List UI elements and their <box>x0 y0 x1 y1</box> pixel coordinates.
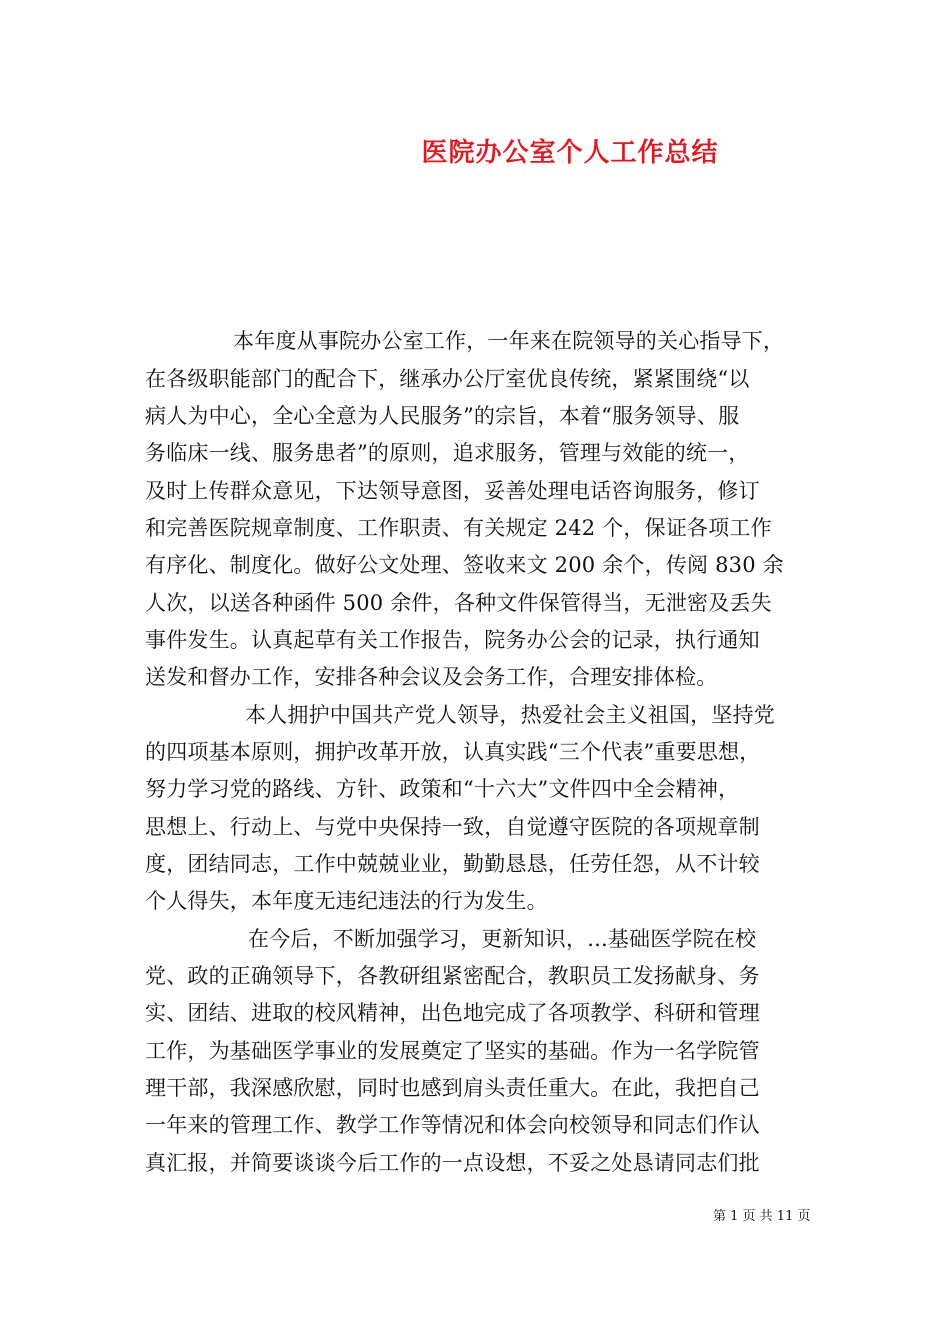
paragraph-3-line-4: 工作，为基础医学事业的发展奠定了坚实的基础。作为一名学院管 <box>145 1039 760 1063</box>
paragraph-3-line-3: 实、团结、进取的校风精神，出色地完成了各项教学、科研和管理 <box>145 1001 760 1025</box>
paragraph-1-line-9: 事件发生。认真起草有关工作报告，院务办公会的记录，执行通知 <box>145 628 760 652</box>
page-number-footer: 第 1 页 共 11 页 <box>713 1209 811 1224</box>
paragraph-1-line-7: 有序化、制度化。做好公文处理、签收来文 200 余个，传阅 830 余 <box>145 553 784 577</box>
paragraph-2-line-6: 个人得失，本年度无违纪违法的行为发生。 <box>145 889 548 913</box>
paragraph-1-line-1: 本年度从事院办公室工作，一年来在院领导的关心指导下， <box>233 329 785 353</box>
paragraph-3-line-5: 理干部，我深感欣慰，同时也感到肩头责任重大。在此，我把自己 <box>145 1076 760 1100</box>
paragraph-3-line-2: 党、政的正确领导下，各教研组紧密配合，教职员工发扬献身、务 <box>145 964 760 988</box>
paragraph-2-line-4: 思想上、行动上、与党中央保持一致，自觉遵守医院的各项规章制 <box>145 815 760 839</box>
paragraph-3-line-7: 真汇报，并简要谈谈今后工作的一点设想，不妥之处恳请同志们批 <box>145 1151 760 1175</box>
paragraph-1-line-5: 及时上传群众意见，下达领导意图，妥善处理电话咨询服务，修订 <box>145 479 760 503</box>
paragraph-2-line-1: 本人拥护中国共产党人领导，热爱社会主义祖国，坚持党 <box>245 703 775 727</box>
paragraph-1-line-4: 务临床一线、服务患者”的原则，追求服务，管理与效能的统一， <box>145 441 750 465</box>
paragraph-2-line-3: 努力学习党的路线、方针、政策和“十六大”文件四中全会精神， <box>145 777 740 801</box>
paragraph-1-line-10: 送发和督办工作，安排各种会议及会务工作，合理安排体检。 <box>145 665 718 689</box>
paragraph-2-line-5: 度，团结同志，工作中兢兢业业，勤勤恳恳，任劳任怨，从不计较 <box>145 852 760 876</box>
paragraph-1-line-3: 病人为中心，全心全意为人民服务”的宗旨，本着“服务领导、服 <box>145 404 740 428</box>
paragraph-2-line-2: 的四项基本原则，拥护改革开放，认真实践“三个代表”重要思想， <box>145 740 761 764</box>
paragraph-3-line-6: 一年来的管理工作、教学工作等情况和体会向校领导和同志们作认 <box>145 1113 760 1137</box>
paragraph-1-line-2: 在各级职能部门的配合下，继承办公厅室优良传统，紧紧围绕“以 <box>145 367 750 391</box>
paragraph-1-line-6: 和完善医院规章制度、工作职责、有关规定 242 个，保证各项工作 <box>145 516 772 540</box>
paragraph-1-line-8: 人次，以送各种函件 500 余件，各种文件保管得当，无泄密及丢失 <box>145 591 772 615</box>
document-title: 医院办公室个人工作总结 <box>421 138 719 168</box>
paragraph-3-line-1: 在今后，不断加强学习，更新知识，...基础医学院在校 <box>248 927 757 951</box>
